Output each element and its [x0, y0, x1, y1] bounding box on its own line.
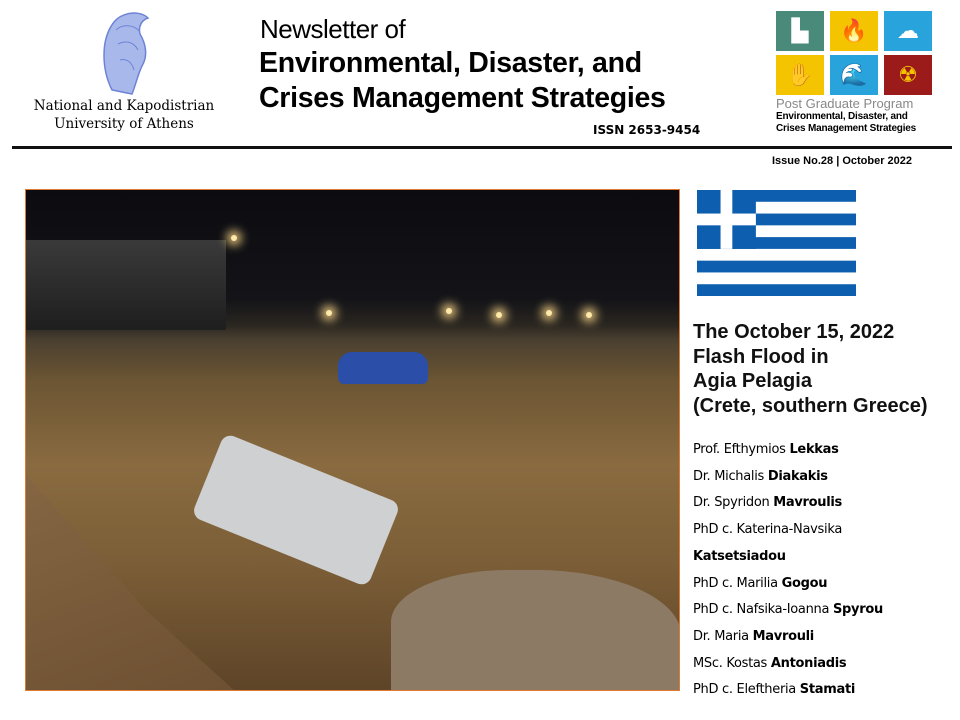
author-prefix: Dr. Michalis — [693, 468, 768, 484]
tsunami-icon: 🌊 — [830, 55, 878, 95]
author — [693, 571, 883, 598]
university-athena-logo — [92, 10, 154, 96]
author — [693, 597, 883, 624]
issue-info: Issue No.28 | October 2022 — [772, 155, 913, 167]
title-line: Environmental, Disaster, and — [259, 47, 642, 79]
header-divider — [12, 146, 952, 149]
article-title — [693, 320, 928, 418]
author — [693, 464, 883, 491]
article-title-line: Flash Flood in — [693, 345, 829, 368]
author — [693, 437, 883, 464]
author-prefix: Prof. Efthymios — [693, 442, 790, 457]
article-title-line: (Crete, southern Greece) — [693, 394, 928, 417]
article-title-line: Agia Pelagia — [693, 370, 812, 392]
author-surname: Katsetsiadou — [693, 548, 786, 564]
author-prefix: MSc. Kostas — [693, 655, 771, 671]
newsletter-title — [259, 46, 666, 116]
author-surname: Antoniadis — [770, 655, 847, 671]
author — [693, 677, 883, 704]
author — [693, 490, 883, 517]
author-surname: Gogou — [781, 575, 828, 591]
author-surname: Mavroulis — [773, 495, 842, 511]
university-name-line: National and Kapodistrian — [33, 98, 215, 114]
hazard-icon: ☢ — [884, 55, 932, 95]
author-prefix: PhD c. Katerina-Navsika — [693, 522, 842, 538]
author-surname: Mavrouli — [752, 628, 814, 644]
author-prefix: Dr. Spyridon — [693, 495, 774, 511]
author-surname: Stamati — [799, 682, 856, 698]
program-label: Post Graduate Program — [776, 96, 914, 111]
author-prefix: Dr. Maria — [693, 628, 753, 644]
author-surname: Spyrou — [832, 602, 883, 618]
author-surname: Diakakis — [767, 468, 828, 484]
greek-flag — [697, 190, 856, 296]
hands-icon: ✋ — [776, 55, 824, 95]
title-line: Crises Management Strategies — [259, 82, 666, 114]
program-name — [776, 111, 934, 135]
program-logo — [776, 11, 934, 135]
author — [693, 517, 883, 544]
author-surname: Lekkas — [789, 442, 839, 457]
author-prefix: PhD c. Nafsika-Ioanna — [693, 602, 833, 618]
author — [693, 544, 883, 571]
university-name-line: University of Athens — [54, 116, 194, 132]
author — [693, 624, 883, 651]
program-name-line: Environmental, Disaster, and — [776, 111, 908, 122]
university-name — [14, 97, 234, 133]
newsletter-of: Newsletter of — [260, 14, 406, 44]
program-name-line: Crises Management Strategies — [776, 123, 917, 134]
author-list — [693, 437, 883, 704]
building-collapse-icon: ▙ — [776, 11, 824, 51]
storm-icon: ☁ — [884, 11, 932, 51]
article-title-line: The October 15, 2022 — [693, 321, 895, 343]
fire-icon: 🔥 — [830, 11, 878, 51]
author-prefix: PhD c. Marilia — [693, 575, 782, 591]
author-prefix: PhD c. Eleftheria — [693, 682, 800, 698]
author — [693, 651, 883, 678]
flood-photo — [25, 189, 680, 691]
issn: ISSN 2653-9454 — [593, 123, 701, 137]
